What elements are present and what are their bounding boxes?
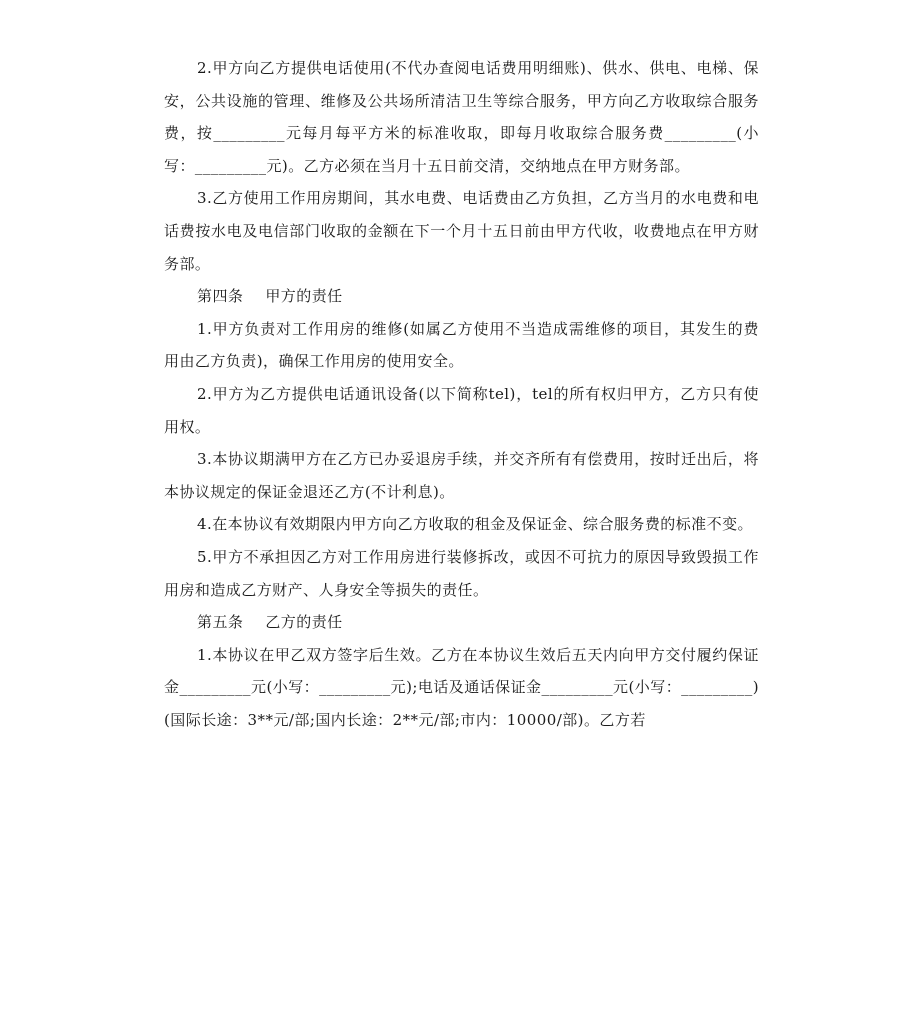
article-heading bbox=[164, 606, 759, 639]
clause-paragraph: 1.本协议在甲乙双方签字后生效。乙方在本协议生效后五天内向甲方交付履约保证金_________元(小写：_________元);电话及通话保证金_________元(小写：_________)(国际长途：3**元/部;国内长途：2**元/部;市内：10000/部)。乙方若 bbox=[164, 645, 760, 729]
article-number: 第五条 bbox=[197, 613, 244, 632]
clause-paragraph: 4.在本协议有效期限内甲方向乙方收取的租金及保证金、综合服务费的标准不变。 bbox=[197, 515, 753, 534]
clause-paragraph: 2.甲方为乙方提供电话通讯设备(以下简称tel)，tel的所有权归甲方，乙方只有使用权。 bbox=[164, 384, 759, 436]
article-title: 甲方的责任 bbox=[265, 287, 343, 306]
article-title: 乙方的责任 bbox=[265, 613, 343, 632]
document-body bbox=[164, 52, 759, 736]
clause-paragraph: 2.甲方向乙方提供电话使用(不代办查阅电话费用明细账)、供水、供电、电梯、保安，公共设施的管理、维修及公共场所清洁卫生等综合服务，甲方向乙方收取综合服务费，按_________元每月每平方米的标准收取，即每月收取综合服务费_________(小写：_________元)。乙方必须在当月十五日前交清，交纳地点在甲方财务部。 bbox=[164, 59, 759, 175]
clause-paragraph: 3.本协议期满甲方在乙方已办妥退房手续，并交齐所有有偿费用，按时迁出后，将本协议规定的保证金退还乙方(不计利息)。 bbox=[164, 450, 759, 501]
article-heading bbox=[164, 280, 759, 313]
article-number: 第四条 bbox=[197, 287, 244, 306]
clause-paragraph: 5.甲方不承担因乙方对工作用房进行装修拆改，或因不可抗力的原因导致毁损工作用房和造成乙方财产、人身安全等损失的责任。 bbox=[164, 547, 759, 599]
clause-paragraph: 1.甲方负责对工作用房的维修(如属乙方使用不当造成需维修的项目，其发生的费用由乙方负责)，确保工作用房的使用安全。 bbox=[164, 319, 759, 371]
clause-paragraph: 3.乙方使用工作用房期间，其水电费、电话费由乙方负担，乙方当月的水电费和电话费按水电及电信部门收取的金额在下一个月十五日前由甲方代收，收费地点在甲方财务部。 bbox=[164, 189, 759, 273]
